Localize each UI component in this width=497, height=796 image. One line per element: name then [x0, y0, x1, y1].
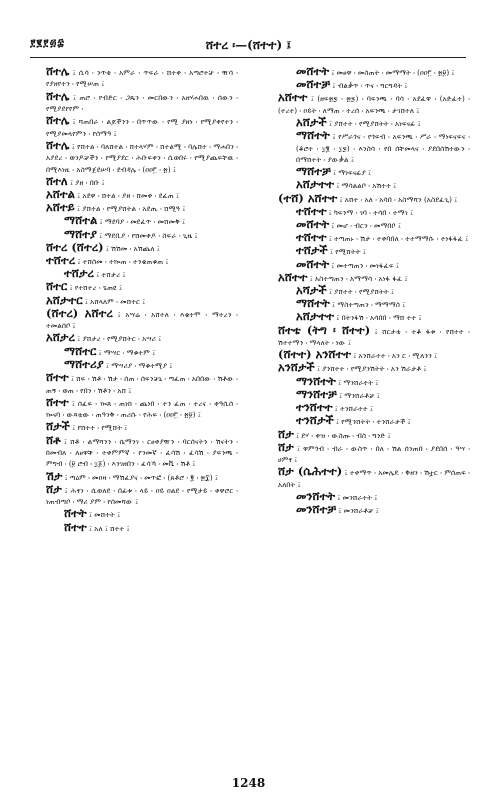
entry-definition: ፤ በትንፋሽ ፡ አሳበበ ፡ ማሸ ተተ ፤ — [336, 313, 422, 323]
entry-headword: ሸታ — [46, 481, 62, 496]
entry-headword: ማሸተያ — [64, 226, 97, 241]
entry-definition: ፤ ካፍንማ ፡ ገባ ፡ ተሳበ ፡ ተማገ ፤ — [328, 207, 414, 217]
entry-definition: ፤ ያዘ ፡ በቡ ፤ — [69, 177, 105, 187]
entry-headword: ሸተቴ (ትግ ፡ ሸተተ) — [278, 322, 371, 337]
entry-definition: ፤ ሰፈፍ ፡ ኰጸ ፡ ጠነከ ፡ ጨነበ ፡ ተን ፈጠ ፡ ተረና ፡ ቀዓሲሰ ፡ ኰናባ ፡ ውጻቴው ፡ ጠዓንቅ ፡ ጠሪሱ ፡ የሕፍ ፡ (ዐዐ፫ ፡ ፳፱) ፤ — [46, 398, 238, 420]
dictionary-entry — [30, 421, 238, 433]
entry-headword: ሸተለ — [46, 173, 68, 188]
header-rule — [30, 57, 466, 58]
entry-headword: ሸተተ — [46, 370, 69, 385]
entry-definition: ፤ ሻጠበራ ፡ ልጆችንን ፡ በጥጥው ፡ የሚ ያዘነ ፡ የሚያቀየተን ፡ የሚያመላየምን ፡ የሰማዓ ፤ — [46, 117, 238, 138]
entry-definition: ፤ ዋምጎብ ፡ ብራ ፡ ውስጥ ፡ በለ ፡ ሽል ሰንጠበ ፡ ያደበሰ ፡ ዓሣ ፡ ሀምፃ ፤ — [278, 443, 470, 465]
entry-headword: ሽታ — [46, 468, 63, 483]
entry-definition: ፤ የሚሸትት ፤ — [329, 247, 366, 257]
entry-definition: ፤ አስተጣጠን ፡ አማማሳ ፡ አነፋ ፋፈ ፤ — [309, 273, 408, 283]
entry-definition: ፤ ሸርታቴ ፡ ተቆ ፋቱ ፡ የሸተተ ፡ ሽተተማን ፡ ማላለት ፡ ነው ፤ — [278, 326, 470, 348]
entry-definition: ፤ አሸላለም ፡ መሸተር ፤ — [84, 296, 146, 306]
dictionary-entry — [262, 232, 470, 244]
dictionary-entry — [262, 386, 470, 401]
dictionary-entry — [262, 322, 470, 349]
entry-headword: ሸተሌ — [46, 88, 70, 103]
entry-headword: መንሸተት — [296, 488, 336, 503]
entry-headword: አሸተተ — [278, 269, 308, 284]
entry-definition: ፤ ደሃ ፡ ቀዝ ፡ ውስጡ ፡ ብስ ፡ ግንድ ፤ — [296, 430, 391, 440]
entry-definition: ፤ ያሸተል ፡ የሚያሸትል ፡ አደጢ ፡ ሸሚዓ ፤ — [77, 204, 186, 214]
dictionary-entry — [30, 255, 238, 267]
entry-headword: ሸተረ (ሸተረ) — [46, 239, 104, 254]
dictionary-entry — [262, 298, 470, 310]
entry-definition: ፤ ማደባያ ፡ መደፈጥ ፡ መሸመቅ ፤ — [99, 217, 186, 227]
entry-headword: ተሸተረ — [46, 253, 76, 268]
entry-headword: ሸተት — [64, 506, 87, 521]
dictionary-entry — [30, 215, 238, 227]
dictionary-entry — [262, 66, 470, 78]
entry-definition: ፤ ሸፍ ፡ ሽቶ ፡ ሽታ ፡ ሰጠ ፡ ሰፍንቻኒ ፡ ጣፈጠ ፡ አበበው ፡ ሽቶው ፡ ጠኝ ፡ ወጠ ፡ የበን ፡ ሽቶን ፡ አሸ ፤ — [46, 374, 238, 395]
entry-headword: መንሸተቻ — [296, 502, 337, 517]
entry-definition: ፤ አንሸራተተ ፡ አን ር ፡ ሚለንን ፤ — [353, 351, 438, 361]
dictionary-entry — [262, 362, 470, 374]
entry-headword: ሸተተ — [46, 394, 69, 409]
entry-definition: ፤ ተጣጠኑ ፡ ሽታ ፡ ተቀባበለ ፡ ተተማማሱ ፡ ተነፋፋፈ ፤ — [328, 234, 469, 244]
entry-headword: ሸተሌ — [46, 137, 70, 152]
entry-headword: ማሸተት — [296, 296, 330, 311]
dictionary-entry — [262, 439, 470, 466]
entry-definition: ፤ መንሸራቶቻ ፤ — [338, 506, 379, 516]
entry-headword: ሸታች — [46, 419, 70, 434]
entry-definition: ፤ ሽሽመ ፡ አሽጨለ ፤ — [105, 243, 160, 253]
entry-definition: ፤ አሸተ ፡ አለ ፡ አሳበ ፡ አስማሻን (አስደፈጊ) ፤ — [339, 194, 458, 204]
entry-headword: ማንሸተት — [296, 373, 336, 388]
entry-headword: ተሸተተ — [296, 203, 327, 218]
entry-headword: ተሸተተ — [296, 230, 327, 245]
entry-definition: ፤ መንሸራተት ፤ — [337, 492, 378, 502]
entry-definition: ፤ ማንሸራተት ፤ — [338, 377, 379, 387]
entry-headword: ማንሸተቻ — [296, 386, 337, 401]
dictionary-entry — [262, 285, 470, 297]
dictionary-entry — [30, 88, 238, 115]
entry-definition: ፤ ተሸሰመ ፡ ተኰጠ ፡ ተንቄጠቁጠ ፤ — [77, 257, 169, 267]
entry-headword: አሸታች — [296, 115, 327, 130]
dictionary-entry — [30, 137, 238, 175]
entry-definition: ፤ የተሸተረ ፡ ጌጠዩ ፤ — [69, 283, 122, 293]
entry-headword: አሸታተተ — [296, 177, 335, 192]
entry-headword: (ሸተተ) አንሸተተ — [278, 347, 352, 362]
entry-headword: ማሸተቻ — [296, 164, 331, 179]
entry-definition: ፤ መተጣጠን ፡ መነፋፈፍ ፤ — [331, 260, 399, 270]
entry-definition: ፤ ያሸተተ ፡ የሚያሸትት ፤ — [328, 287, 394, 297]
entry-definition: ፤ የሥራጎና ፡ የጎፍብ ፡ አፍንጫ ፡ ሥራ ፡ ማነፍናፍና ፡ (ቆሮተ ፡ ፲፪ ፡ ፲፯) ፡ እንስሳ ፡ የበ ሰቸመላና ፡ ያደበሰሽተውን ፡ በማሸተት ፡ ያውቃል ፤ — [296, 132, 470, 165]
entry-definition: ፤ ማነፍናፊያ ፤ — [333, 168, 372, 178]
dictionary-entry — [30, 66, 238, 90]
entry-headword: ሸተተ — [64, 519, 87, 534]
entry-definition: ፤ መሆ ፡ ብርን ፡ መማበቦ ፤ — [331, 221, 401, 231]
entry-definition: ፤ ሲሳ ፡ ንጥቂ ፡ አምራ ፡ ጥፍራ ፡ ሸተቀ ፡ አጣሮተቻ ፡ ዥሳ ፡ የያዘየተን ፡ የሚሠጠ ፤ — [46, 68, 238, 89]
dictionary-entry — [30, 432, 238, 470]
dictionary-entry — [262, 166, 470, 178]
entry-definition: ፤ ሸቶ ፡ ልማሻንን ፡ ሴማንገ ፡ ርፀቀያዥን ፡ ባርሰናትን ፡ ሽናትን ፡ ከመብለ ፡ ለፀዋቹ ፡ ተቀምምኛ ፡ የንመኛ ፡ ፈሳሽ ፡ ፈሳሽ ፡ ያፍንጫ ፡ ምግብ ፡ (፱ ሮብ ፡ ፲፩) ፡ እንገዘበን ፡ ፈሳኻ ፡ መቬ ፡ ሽቶ ፤ — [46, 436, 238, 469]
dictionary-entry — [30, 394, 238, 421]
entry-headword: አሸተይ — [46, 200, 75, 215]
dictionary-entry — [30, 115, 238, 139]
dictionary-entry — [262, 130, 470, 165]
entry-definition: ፤ ተቀማጥ ፡ አመሌዴ ፡ ቅዘን ፡ ሽቷር ፡ ምሰጠፍ ፡ አለበት ፤ — [278, 468, 470, 489]
entry-definition: ፤ ጣዕም ፡ መዐዛ ፡ ማሽፈያና ፡ መጥፎ ፡ (ጰቶሮ ፡ ፪ ፡ ፳፰) ፤ — [64, 472, 218, 482]
entry-headword: አሸተተ — [278, 90, 308, 105]
left-column — [30, 66, 238, 535]
dictionary-entry — [262, 245, 470, 257]
dictionary-entry — [262, 402, 470, 414]
entry-headword: ሸተሌ — [46, 64, 70, 78]
entry-definition: ፤ የሸተተ ፡ የሚሸት ፤ — [72, 423, 128, 433]
dictionary-entry — [262, 466, 470, 490]
dictionary-entry — [30, 508, 238, 520]
entry-definition: ፤ (ዘፍ፳፯ ፡ ፳፯) ፡ ባፍንጫ ፡ ባሳ ፡ አደፈዋ ፡ (አድፈተ) ፡ (ተረተ) ፡ ዐይት ፡ ለማጠ ፡ ተረሰ ፡ አፍንጫ ፡ ታገሸተለ ፤ — [278, 94, 470, 115]
dictionary-entry — [30, 305, 238, 332]
entry-headword: ማሸተሪያ — [64, 356, 104, 371]
entry-headword: ተሸታረ — [64, 266, 94, 281]
entry-headword: (ተሸ) አሸተተ — [278, 190, 338, 205]
entry-definition: ፤ ማሣሪያ ፡ ማቁተሚያ ፤ — [105, 360, 173, 370]
dictionary-entry — [262, 269, 470, 284]
entry-definition: ፤ አሣሬ ፡ አሸተለ ፡ እቄተሞ ፡ ማተረን ፡ ተመልሰቦ ፤ — [46, 309, 238, 331]
entry-headword: ሸታ (ሴሕተተ) — [278, 464, 343, 479]
entry-definition: ፤ ተንሸራተተ ፤ — [334, 404, 373, 414]
entry-headword: አሸታተር — [46, 292, 83, 307]
entry-headword: አሸታረ — [46, 330, 75, 345]
dictionary-entry — [262, 203, 470, 218]
header-entry-range: ሸተረ ፡—(ሸተተ) ፤ — [205, 38, 292, 52]
entry-headword: ሸታ — [278, 426, 294, 441]
entry-definition: ፤ ሕፃን ፡ ሲወለደ ፡ በፊቱ ፡ ላይ ፡ ዐይ ዐልደ ፡ የሚታይ ፡ ቀዋሮር ፡ ነጠብጣቦ ፡ ማሪ ያም ፡ የሰመሻው ፤ — [46, 485, 238, 507]
dictionary-entry — [262, 504, 470, 516]
dictionary-entry — [262, 92, 470, 116]
entry-headword: ሸተር — [46, 279, 68, 294]
dictionary-entry — [262, 219, 470, 231]
page-number: 1248 — [231, 776, 266, 790]
entry-headword: ተንሸተተ — [296, 400, 333, 415]
entry-headword: መሸተት — [296, 256, 330, 271]
entry-headword: አሸታተተ — [296, 309, 335, 324]
entry-definition: ፤ ያሸተተ ፡ የሚያሸትት ፡ አነፍናፊ ፤ — [328, 119, 421, 129]
dictionary-entry — [262, 488, 470, 503]
entry-definition: ፤ ያሸታረ ፡ የሚያሸትር ፡ አሣሪ ፤ — [77, 334, 162, 344]
right-column — [262, 66, 470, 517]
entry-definition: ፤ የሚንሸትት ፡ ተንሸራታች ፤ — [336, 417, 411, 427]
entry-definition: ፤ ያንሸተተ ፡ የሚያንሽትት ፡ አን ሽራታቶ ፤ — [316, 364, 427, 374]
dictionary-entry — [30, 332, 238, 344]
entry-headword: መሸተቻ — [296, 77, 331, 92]
entry-headword: ሸተሌ — [46, 113, 70, 128]
entry-definition: ፤ ማሣር ፡ ማቁተም ፤ — [98, 347, 156, 357]
entry-headword: አሸተል — [46, 187, 75, 202]
entry-headword: ማሸተር — [64, 343, 97, 358]
entry-headword: መሸተት — [296, 64, 330, 78]
entry-headword: ሸታ — [278, 439, 294, 454]
entry-definition: ፤ አደዋ ፡ ሸተል ፡ ያዘ ፡ ሸመቀ ፡ ደፈጠ ፤ — [77, 191, 180, 201]
entry-definition: ፤ ማስተጣጠን ፡ ማማማስ ፤ — [332, 300, 406, 310]
entry-headword: ማሸተል — [64, 213, 98, 228]
dictionary-entry — [30, 202, 238, 214]
running-header — [0, 38, 497, 58]
entry-definition: ፤ ማንሸራቶቻ ፤ — [339, 390, 380, 400]
entry-headword: ተንሸታች — [296, 413, 334, 428]
dictionary-entry — [262, 190, 470, 205]
dictionary-entry — [262, 117, 470, 129]
dictionary-entry — [30, 519, 238, 534]
entry-definition: ፤ ተሸታረ ፤ — [96, 270, 126, 280]
entry-definition: ፤ መፀዋ ፡ መስጠት ፡ መማማት ፡ (ዐዐ፫ ፡ ፳፱) ፤ — [331, 68, 455, 77]
entry-headword: ማሸተት — [296, 128, 330, 143]
header-page-marker: ፻፪፻፴፰ — [30, 38, 65, 49]
entry-definition: ፤ ጠሮ ፡ የብድር ፡ ጋጼን ፡ መርበውን ፡ አዘሃሐበዉ ፡ ሰውን ፡ የሚያደየየም ፡ — [46, 92, 238, 114]
entry-definition: ፤ የሸተል ፡ ባለሸተል ፡ ሸተላሃም ፡ ሸተልሚ ፡ ባሌሸተ ፡ ማሐበን ፡ አያደረ ፡ ወንዶቻችን ፡ የሚያደር ፡ ሕቡፍቀን ፡ ሲወበሩ ፡ የሚያጨፍቸዉ ፡ በሚእነዚ ፡ አስማጀደሠባ ፡ ደብዳሌ ፡ (ዐዐ፫ ፡ ፳) ፤ — [46, 141, 238, 174]
entry-headword: ሸቶ — [46, 432, 61, 447]
entry-headword: አንሸታች — [278, 360, 315, 375]
entry-headword: (ሸተረ) አሸተረ — [46, 305, 113, 320]
entry-headword: አሻታች — [296, 283, 327, 298]
entry-definition: ፤ ማደቢያ ፡ የሸመቀዶ ፡ ስፍራ ፡ ጊዜ ፤ — [99, 230, 198, 240]
entry-definition: ፤ አለ ፤ ሸተተ ፤ — [89, 523, 130, 533]
entry-definition: ፤ ብልቃጥ ፡ ጥና ፡ ግርግዳት ፤ — [332, 81, 408, 91]
dictionary-entry — [262, 373, 470, 388]
entry-definition: ፤ መሸተት ፤ — [89, 510, 121, 520]
dictionary-entry — [30, 372, 238, 396]
entry-headword: መሸተት — [296, 217, 330, 232]
entry-headword: ተሸታች — [296, 243, 328, 258]
dictionary-entry — [30, 481, 238, 508]
dictionary-entry — [30, 343, 238, 358]
entry-definition: ፤ ማሳልልቦ ፡ አሽተተ ፤ — [336, 181, 397, 191]
